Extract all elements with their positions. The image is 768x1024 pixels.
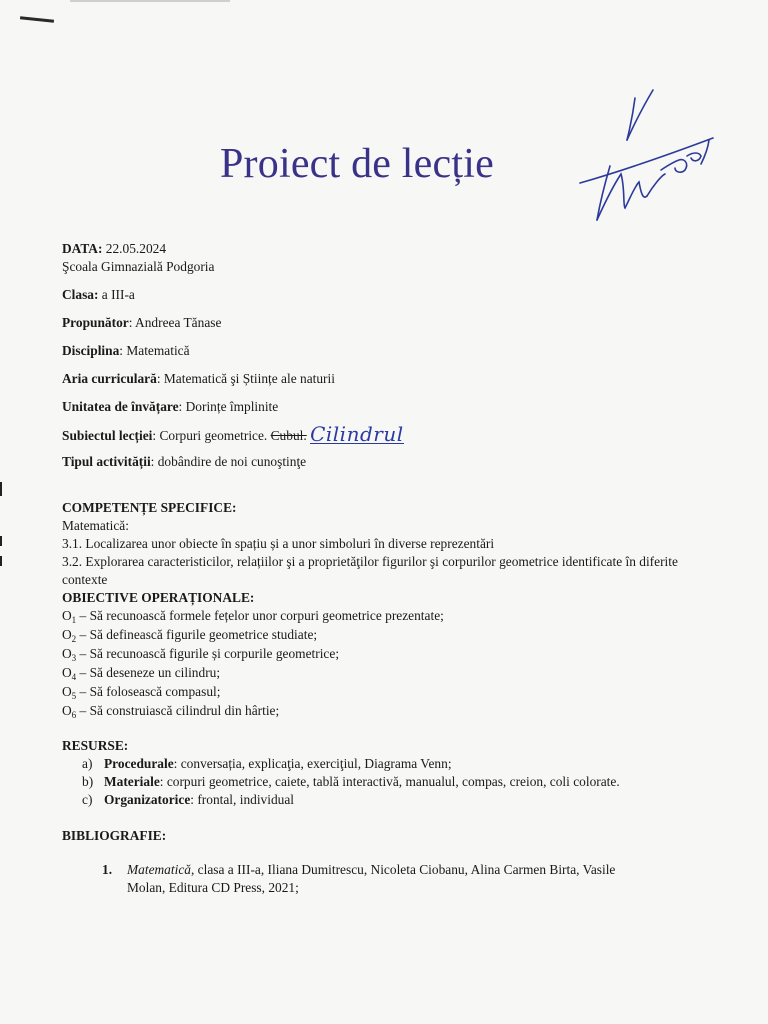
obiectiv-item: $O_4$ – Să deseneze un cilindru; (62, 665, 221, 682)
resurse-item: a) Procedurale: conversația, explicaţia, exerciţiul, Diagrama Venn; (82, 756, 452, 771)
obiective-title: OBIECTIVE OPERAȚIONALE: (62, 590, 255, 605)
resurse-item: c) Organizatorice: frontal, individual (82, 792, 295, 807)
document-body (62, 240, 702, 897)
obiectiv-item: $O_1$ – Să recunoască formele fețelor unor corpuri geometrice prezentate; (62, 608, 444, 625)
subiect-value: : Corpuri geometrice. (152, 428, 271, 443)
disciplina-value: : Matematică (119, 343, 190, 358)
bibliografie-title: BIBLIOGRAFIE: (62, 828, 167, 843)
propunator-value: : Andreea Tănase (128, 315, 222, 330)
obiectiv-item: $O_6$ – Să construiască cilindrul din hârtie; (62, 703, 280, 720)
resurse-list (62, 755, 702, 809)
data-label: DATA: (62, 241, 103, 256)
document-title: Proiect de lecție (220, 141, 494, 187)
propunator-label: Propunător (62, 315, 129, 330)
data-value: 22.05.2024 (102, 241, 167, 256)
aria-label: Aria curriculară (62, 371, 157, 386)
unitatea-value: : Dorințe împlinite (178, 399, 279, 414)
bibliografie-item: 1. Matematică, clasa a III-a, Iliana Dumitrescu, Nicoleta Ciobanu, Alina Carmen Birta, Vasile Molan, Editura CD Press, 2021; (102, 862, 616, 895)
competente-title: COMPETENȚE SPECIFICE: (62, 500, 237, 515)
competente-item: 3.1. Localizarea unor obiecte în spațiu și a unor simboluri în diverse reprezentări (62, 536, 495, 551)
scan-edge-mark (0, 536, 2, 546)
subiect-struck-text: Cubul. (270, 428, 307, 443)
scan-artifact (20, 16, 54, 23)
subiect-handwritten: Cilindrul (310, 422, 404, 446)
disciplina-label: Disciplina (62, 343, 120, 358)
school-name: Şcoala Gimnazială Podgoria (62, 259, 215, 274)
resurse-item: b) Materiale: corpuri geometrice, caiete, tablă interactivă, manualul, compas, creion, coli colorate. (82, 774, 620, 789)
obiectiv-item: $O_3$ – Să recunoască figurile și corpurile geometrice; (62, 646, 340, 663)
tipul-label: Tipul activității (62, 454, 151, 469)
resurse-title: RESURSE: (62, 738, 129, 753)
unitatea-label: Unitatea de învățare (62, 399, 179, 414)
competente-subject: Matematică: (62, 518, 129, 533)
tipul-value: : dobândire de noi cunoştinţe (150, 454, 307, 469)
competente-item: 3.2. Explorarea caracteristicilor, relațiilor şi a proprietăţilor figurilor şi corpurilor geometrice identificate în diferite contexte (62, 554, 678, 587)
subiect-label: Subiectul lecției (62, 428, 153, 443)
clasa-value: a III-a (98, 287, 135, 302)
scan-edge-mark (0, 556, 2, 566)
scan-artifact (70, 0, 230, 2)
clasa-label: Clasa: (62, 287, 99, 302)
scan-edge-mark (0, 482, 2, 496)
obiectiv-item: $O_5$ – Să folosească compasul; (62, 684, 221, 701)
aria-value: : Matematică şi Științe ale naturii (156, 371, 335, 386)
signature-image (575, 78, 725, 228)
obiectiv-item: $O_2$ – Să definească figurile geometrice studiate; (62, 627, 318, 644)
